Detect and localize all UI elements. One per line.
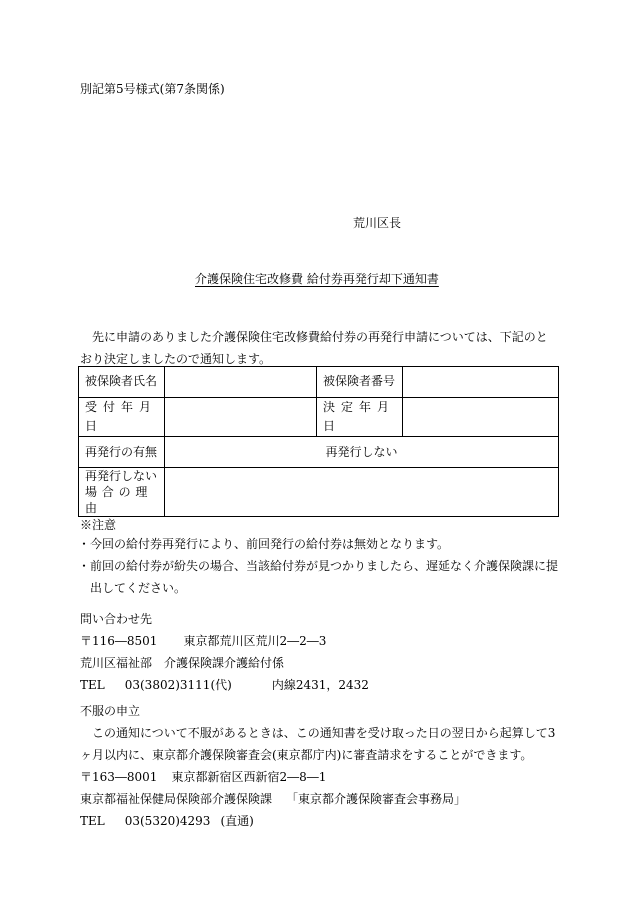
document-title: 介護保険住宅改修費 給付券再発行却下通知書 bbox=[195, 272, 439, 286]
contact-heading: 問い合わせ先 bbox=[80, 612, 153, 626]
appeal-tel-note: (直通) bbox=[220, 814, 254, 828]
contact-address-line bbox=[80, 630, 369, 652]
appeal-section bbox=[80, 700, 558, 832]
insured-name-field[interactable] bbox=[165, 367, 317, 398]
insured-name-label: 被保険者氏名 bbox=[79, 367, 165, 398]
form-number: 別記第5号様式(第7条関係) bbox=[80, 82, 225, 96]
reason-label-line2: 場合の理由 bbox=[85, 485, 153, 516]
received-date-field[interactable] bbox=[165, 398, 317, 437]
appeal-address-line bbox=[80, 766, 558, 788]
contact-tel-label: TEL bbox=[80, 678, 105, 692]
reissue-value: 再発行しない bbox=[165, 437, 559, 468]
note-item-1: ・今回の給付券再発行により、前回発行の給付券は無効となります。 bbox=[78, 537, 450, 551]
addressee: 荒川区長 bbox=[353, 216, 402, 230]
contact-postal: 〒116―8501 bbox=[80, 634, 158, 648]
note-item-2: ・前回の給付券が紛失の場合、当該給付券が見つかりましたら、遅延なく介護保険課に提出してください。 bbox=[78, 559, 559, 595]
appeal-postal: 〒163―8001 bbox=[80, 770, 158, 784]
decision-date-label: 決定年月日 bbox=[317, 398, 403, 437]
contact-address: 東京都荒川区荒川2―2―3 bbox=[183, 634, 327, 648]
reissue-label: 再発行の有無 bbox=[79, 437, 165, 468]
reason-label-line1: 再発行しない bbox=[85, 469, 158, 484]
notes-heading: ※注意 bbox=[80, 518, 117, 532]
appeal-body: この通知について不服があるときは、この通知書を受け取った日の翌日から起算して3ヶ月以内に、東京都介護保険審査会(東京都庁内)に審査請求をすることができます。 bbox=[80, 726, 556, 762]
appeal-department: 東京都福祉保健局保険部介護保険課 bbox=[80, 792, 273, 806]
appeal-tel-line bbox=[80, 810, 558, 832]
table-row bbox=[79, 398, 559, 437]
contact-tel-line bbox=[80, 674, 369, 696]
contact-department: 荒川区福祉部 介護保険課介護給付係 bbox=[80, 656, 285, 670]
appeal-office: 「東京都介護保険審査会事務局」 bbox=[286, 792, 467, 806]
table-row bbox=[79, 367, 559, 398]
appeal-department-line bbox=[80, 788, 558, 810]
reason-field[interactable] bbox=[165, 468, 559, 517]
table-row bbox=[79, 468, 559, 517]
insured-number-label: 被保険者番号 bbox=[317, 367, 403, 398]
decision-date-field[interactable] bbox=[403, 398, 559, 437]
contact-extension: 内線2431，2432 bbox=[271, 678, 369, 692]
received-date-label: 受付年月日 bbox=[79, 398, 165, 437]
contact-section bbox=[80, 608, 369, 696]
reason-label bbox=[79, 468, 165, 517]
info-table bbox=[78, 366, 559, 517]
appeal-tel: 03(5320)4293 bbox=[124, 814, 211, 828]
table-row bbox=[79, 437, 559, 468]
contact-tel: 03(3802)3111(代) bbox=[124, 678, 232, 692]
appeal-address: 東京都新宿区西新宿2―8―1 bbox=[171, 770, 327, 784]
insured-number-field[interactable] bbox=[403, 367, 559, 398]
appeal-tel-label: TEL bbox=[80, 814, 105, 828]
appeal-heading: 不服の申立 bbox=[80, 704, 141, 718]
intro-paragraph: 先に申請のありました介護保険住宅改修費給付券の再発行申請については、下記のとおり決定しましたので通知します。 bbox=[80, 330, 548, 366]
